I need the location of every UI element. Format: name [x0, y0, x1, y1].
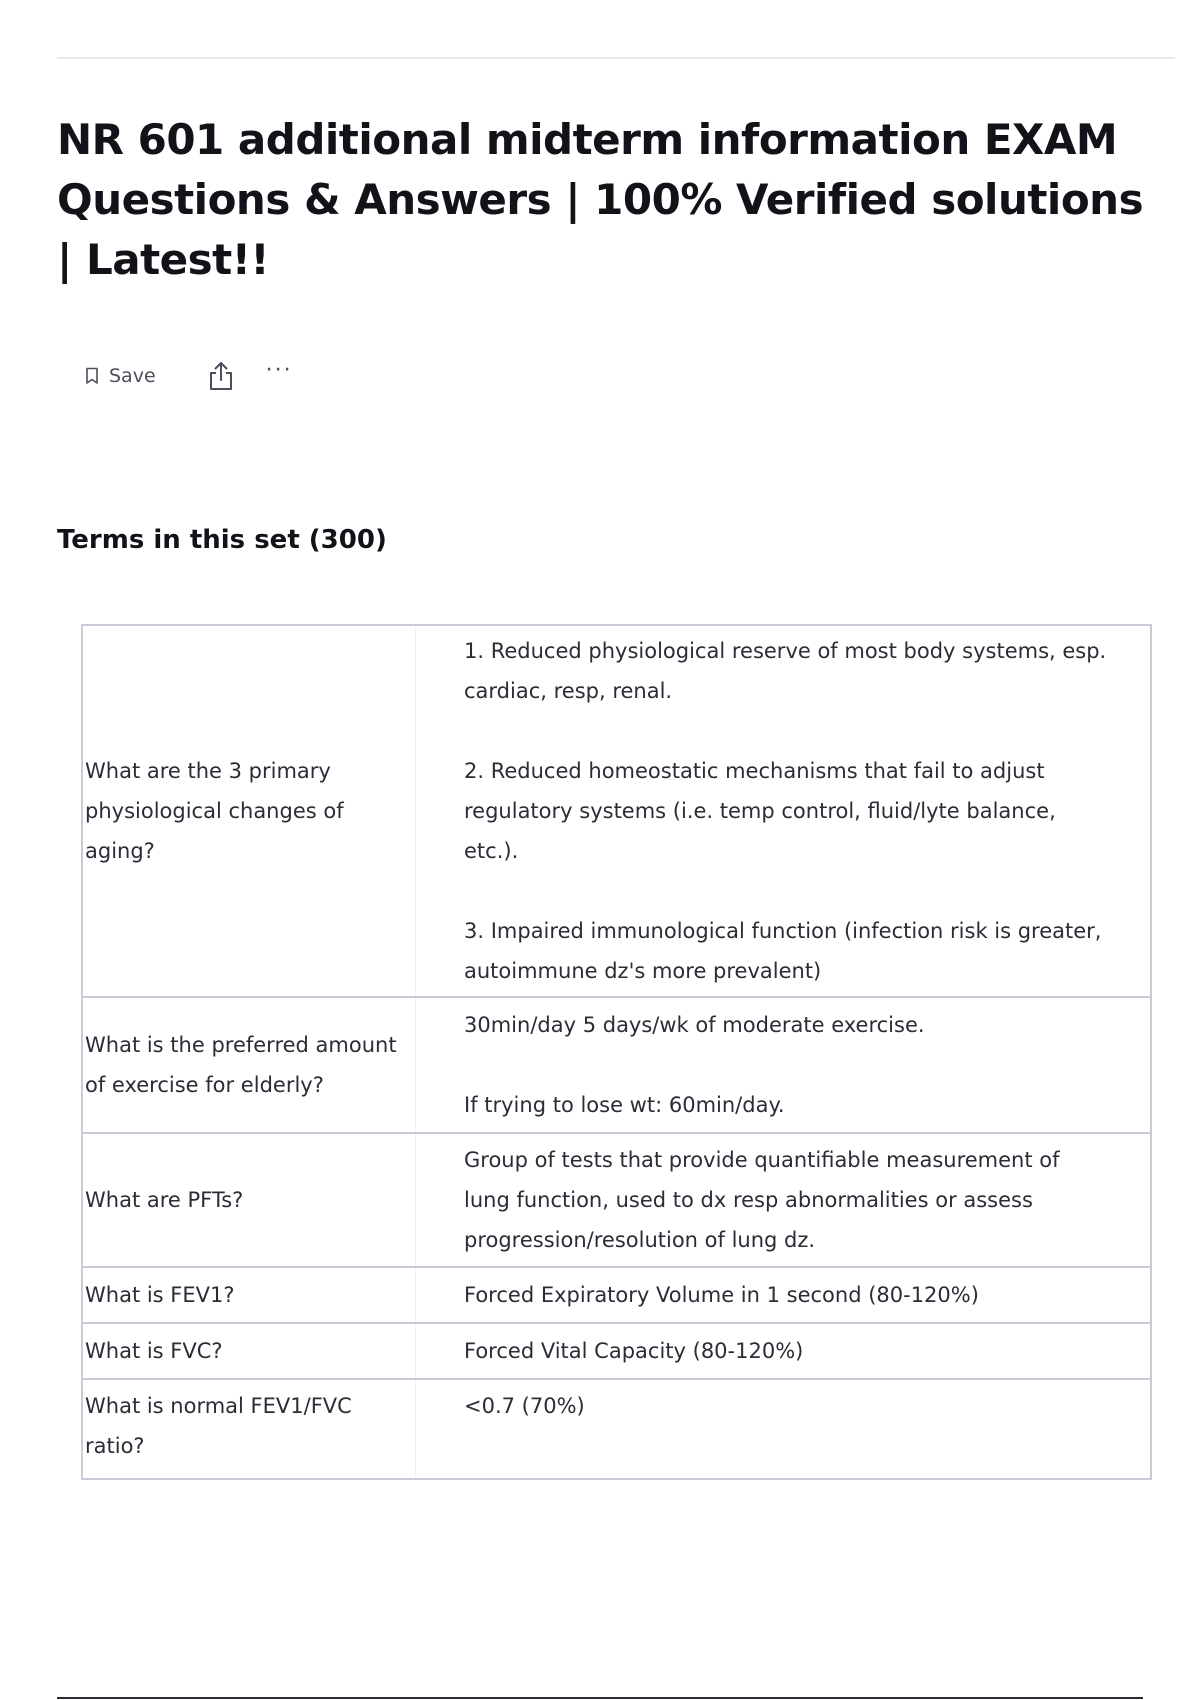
table-row	[82, 997, 1151, 1133]
table-row	[82, 625, 1151, 997]
definition-cell: <0.7 (70%)	[416, 1379, 1152, 1479]
definition-cell: 1. Reduced physiological reserve of most body systems, esp. cardiac, resp, renal. 2. Reduced homeostatic mechanisms that fail to adjust regulatory systems (i.e. temp control, fluid/lyte balance, etc.). 3. Impaired immunological function (infection risk is greater, autoimmune dz's more prevalent)	[416, 625, 1152, 997]
bottom-divider	[57, 1697, 1143, 1699]
bookmark-icon	[85, 367, 99, 385]
definition-cell: Forced Vital Capacity (80-120%)	[416, 1323, 1152, 1379]
page-title: NR 601 additional midterm information EXAM Questions & Answers | 100% Verified solutions | Latest!!	[57, 115, 1144, 284]
term-cell: What is FVC?	[82, 1323, 416, 1379]
definition-cell: Forced Expiratory Volume in 1 second (80-120%)	[416, 1267, 1152, 1323]
definition-cell: Group of tests that provide quantifiable measurement of lung function, used to dx resp abnormalities or assess progression/resolution of lung dz.	[416, 1133, 1152, 1267]
share-icon	[208, 361, 234, 391]
table-row	[82, 1379, 1151, 1479]
save-button[interactable]	[85, 365, 156, 387]
definition-cell: 30min/day 5 days/wk of moderate exercise. If trying to lose wt: 60min/day.	[416, 997, 1152, 1133]
table-row	[82, 1133, 1151, 1267]
term-cell: What are PFTs?	[82, 1133, 416, 1267]
action-bar	[85, 358, 293, 394]
terms-table	[81, 624, 1152, 1480]
table-row	[82, 1267, 1151, 1323]
term-cell: What is FEV1?	[82, 1267, 416, 1323]
term-cell: What is the preferred amount of exercise for elderly?	[82, 997, 416, 1133]
terms-heading: Terms in this set (300)	[57, 525, 387, 555]
top-divider	[57, 57, 1175, 59]
share-button[interactable]	[208, 361, 234, 391]
more-options-button[interactable]: ···	[265, 358, 293, 383]
term-cell: What are the 3 primary physiological changes of aging?	[82, 625, 416, 997]
term-cell: What is normal FEV1/FVC ratio?	[82, 1379, 416, 1479]
save-button-label: Save	[109, 365, 156, 387]
table-row	[82, 1323, 1151, 1379]
